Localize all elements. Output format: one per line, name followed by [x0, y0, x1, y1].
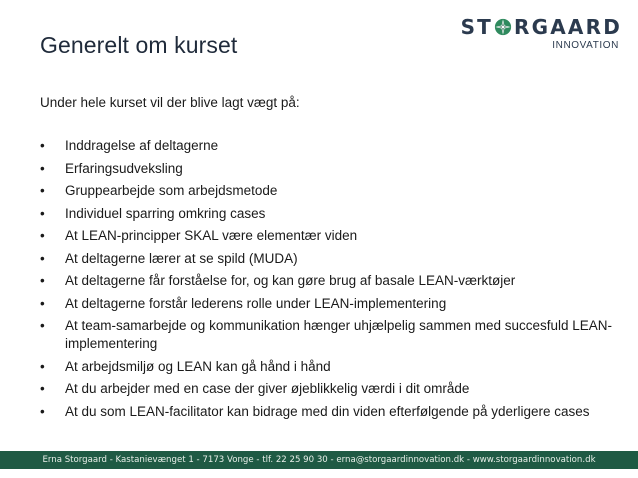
bullet-text: Individuel sparring omkring cases [65, 205, 266, 221]
bullet-text: Inddragelse af deltagerne [65, 138, 219, 153]
bullet-list [40, 137, 620, 425]
bullet-text: At deltagerne får forståelse for, og kan gøre brug af basale LEAN-værktøjer [65, 273, 516, 288]
footer-contact-bar: Erna Storgaard - Kastanievænget 1 - 7173 Vonge - tlf. 22 25 90 30 - erna@storgaardinnovation.dk - www.storgaardinnovation.dk [0, 451, 638, 469]
bullet-dot: • [40, 318, 45, 333]
bullet-dot: • [40, 183, 45, 198]
bullet-text: Erfaringsudveksling [65, 160, 183, 176]
bullet-dot: • [40, 403, 45, 419]
bullet-text: At team-samarbejde og kommunikation hænger uhjælpelig sammen med succesfuld LEAN-implementering [65, 318, 613, 351]
bullet-dot: • [40, 160, 45, 176]
bullet-dot: • [40, 138, 45, 153]
slide-title: Generelt om kurset [40, 32, 238, 58]
bullet-text: At deltagerne forstår lederens rolle under LEAN-implementering [65, 295, 447, 311]
bullet-text: At LEAN-principper SKAL være elementær viden [65, 228, 358, 243]
bullet-dot: • [40, 205, 45, 221]
bullet-item [40, 380, 620, 398]
bullet-text: At du arbejder med en case der giver øjeblikkelig værdi i dit område [65, 381, 470, 396]
bullet-item [40, 272, 620, 290]
bullet-text: At deltagerne lærer at se spild (MUDA) [65, 250, 298, 266]
bullet-item [40, 205, 620, 223]
bullet-item [40, 250, 620, 268]
bullet-dot: • [40, 295, 45, 311]
bullet-item [40, 160, 620, 178]
bullet-item [40, 182, 620, 200]
bullet-dot: • [40, 250, 45, 266]
intro-text: Under hele kurset vil der blive lagt vægt på: [40, 95, 300, 110]
bullet-text: At arbejdsmiljø og LEAN kan gå hånd i hånd [65, 358, 331, 374]
bullet-item [40, 227, 620, 245]
bullet-dot: • [40, 273, 45, 288]
bullet-text: At du som LEAN-facilitator kan bidrage med din viden efterfølgende på yderligere cases [65, 403, 590, 419]
bullet-text: Gruppearbejde som arbejdsmetode [65, 183, 278, 198]
bullet-item [40, 317, 620, 353]
bullet-dot: • [40, 358, 45, 374]
bullet-item [40, 137, 620, 155]
bullet-item [40, 295, 620, 313]
logo-word-left: ST [460, 15, 494, 39]
storgaard-logo [460, 15, 622, 52]
bullet-dot: • [40, 381, 45, 396]
logo-word-right: RGAARD [514, 15, 622, 39]
bullet-item [40, 358, 620, 376]
compass-star-icon [494, 18, 512, 36]
logo-wordmark [461, 16, 622, 38]
bullet-item [40, 403, 620, 421]
logo-subtitle: INNOVATION [552, 40, 619, 51]
bullet-dot: • [40, 228, 45, 243]
